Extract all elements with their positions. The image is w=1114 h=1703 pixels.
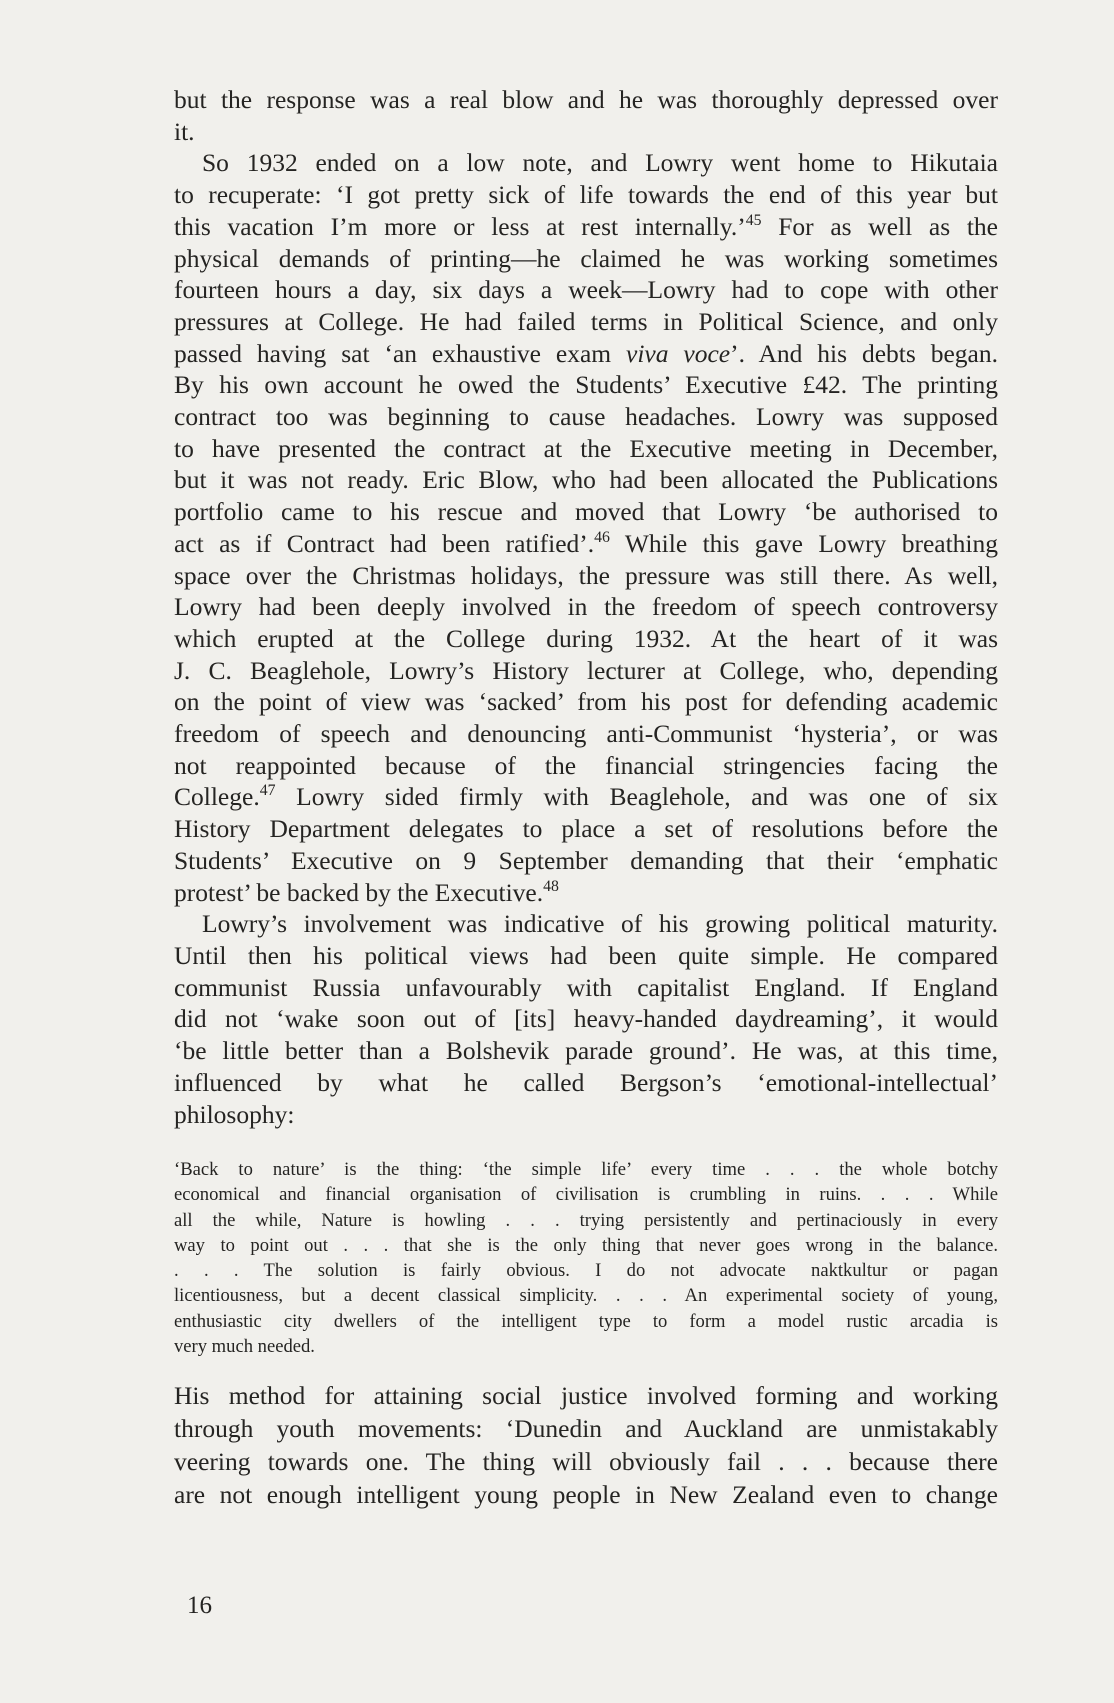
text-segment: economical and financial organisation of civilisation is crumbling in ruins. . . . While xyxy=(174,1184,998,1206)
text-segment: enthusiastic city dwellers of the intelligent type to form a model rustic arcadia is xyxy=(174,1310,998,1332)
text-segment: Lowry had been deeply involved in the freedom of speech controversy xyxy=(174,592,998,622)
text-segment: History Department delegates to place a set of resolutions before the xyxy=(174,814,998,844)
text-line xyxy=(174,813,998,845)
text-segment: but it was not ready. Eric Blow, who had been allocated the Publications xyxy=(174,465,998,495)
text-segment: all the while, Nature is howling . . . trying persistently and pertinaciously in every xyxy=(174,1209,998,1231)
text-line xyxy=(174,1479,998,1512)
text-line xyxy=(174,179,998,211)
text-segment: not reappointed because of the financial stringencies facing the xyxy=(174,750,998,780)
text-line xyxy=(174,1334,998,1359)
text-line xyxy=(174,1233,998,1258)
text-line xyxy=(174,1283,998,1308)
text-line xyxy=(174,1413,998,1446)
text-segment: to have presented the contract at the Executive meeting in December, xyxy=(174,433,998,463)
footnote-ref: 46 xyxy=(594,529,610,547)
text-line xyxy=(174,655,998,687)
text-line xyxy=(174,84,998,116)
text-segment: Lowry sided firmly with Beaglehole, and was one of six xyxy=(275,782,998,812)
text-line xyxy=(174,1067,998,1099)
text-line xyxy=(174,528,998,560)
text-segment: physical demands of printing—he claimed he was working sometimes xyxy=(174,243,998,273)
text-segment: it. xyxy=(174,116,195,146)
text-line xyxy=(174,1446,998,1479)
text-segment: veering towards one. The thing will obviously fail . . . because there xyxy=(174,1446,998,1476)
text-line xyxy=(174,940,998,972)
text-line xyxy=(174,147,998,179)
text-segment: By his own account he owed the Students’ Executive £42. The printing xyxy=(174,370,998,400)
text-segment: Students’ Executive on 9 September demanding that their ‘emphatic xyxy=(174,845,998,875)
text-line xyxy=(174,877,998,909)
text-line xyxy=(174,1208,998,1233)
text-line xyxy=(174,750,998,782)
text-line xyxy=(174,845,998,877)
text-line xyxy=(174,1258,998,1283)
text-segment: which erupted at the College during 1932. At the heart of it was xyxy=(174,623,998,653)
text-line xyxy=(174,338,998,370)
text-segment: this vacation I’m more or less at rest internally.’ xyxy=(174,211,746,241)
text-line xyxy=(174,1157,998,1182)
text-segment: communist Russia unfavourably with capitalist England. If England xyxy=(174,972,998,1002)
text-line xyxy=(174,1309,998,1334)
footnote-ref: 47 xyxy=(259,782,276,800)
text-segment: Lowry’s involvement was indicative of his growing political maturity. xyxy=(202,909,998,939)
text-line xyxy=(174,211,998,243)
text-line xyxy=(174,972,998,1004)
text-line xyxy=(174,1380,998,1413)
text-segment: philosophy: xyxy=(174,1099,295,1129)
text-segment: to recuperate: ‘I got pretty sick of life towards the end of this year but xyxy=(174,180,998,210)
text-segment: While this gave Lowry breathing xyxy=(609,528,998,558)
text-segment: through youth movements: ‘Dunedin and Auckland are unmistakably xyxy=(174,1413,998,1443)
text-segment: College. xyxy=(174,782,260,812)
text-line xyxy=(174,560,998,592)
text-segment: pressures at College. He had failed terms in Political Science, and only xyxy=(174,306,998,336)
italic-text: viva voce xyxy=(626,338,731,368)
text-line xyxy=(174,116,998,148)
text-segment: ‘Back to nature’ is the thing: ‘the simple life’ every time . . . the whole botchy xyxy=(174,1159,998,1180)
text-segment: Until then his political views had been quite simple. He compared xyxy=(174,940,998,970)
text-line xyxy=(174,781,998,813)
text-line xyxy=(174,401,998,433)
text-line xyxy=(174,369,998,401)
text-segment: So 1932 ended on a low note, and Lowry went home to Hikutaia xyxy=(202,148,998,178)
text-segment: but the response was a real blow and he was thoroughly depressed over xyxy=(174,85,998,114)
text-segment: . . . The solution is fairly obvious. I do not advocate naktkultur or pagan xyxy=(174,1260,998,1282)
text-line xyxy=(174,1182,998,1207)
text-segment: His method for attaining social justice involved forming and working xyxy=(174,1381,998,1410)
text-line xyxy=(174,623,998,655)
text-segment: ’. And his debts began. xyxy=(730,338,998,368)
text-line xyxy=(174,433,998,465)
text-line xyxy=(174,591,998,623)
text-segment: very much needed. xyxy=(174,1336,315,1358)
text-line xyxy=(174,306,998,338)
text-line xyxy=(174,908,998,940)
text-segment: on the point of view was ‘sacked’ from his post for defending academic xyxy=(174,687,998,717)
footnote-ref: 48 xyxy=(543,877,559,895)
text-line xyxy=(174,496,998,528)
block-quote xyxy=(174,1157,998,1359)
text-line xyxy=(174,1003,998,1035)
text-line xyxy=(174,1099,998,1131)
text-segment: fourteen hours a day, six days a week—Lowry had to cope with other xyxy=(174,275,998,305)
text-segment: portfolio came to his rescue and moved that Lowry ‘be authorised to xyxy=(174,497,998,527)
text-segment: For as well as the xyxy=(761,211,998,241)
text-segment: influenced by what he called Bergson’s ‘emotional-intellectual’ xyxy=(174,1067,998,1097)
text-line xyxy=(174,686,998,718)
text-segment: contract too was beginning to cause headaches. Lowry was supposed xyxy=(174,402,998,432)
text-segment: licentiousness, but a decent classical simplicity. . . . An experimental society of young, xyxy=(174,1285,998,1307)
text-line xyxy=(174,243,998,275)
text-line xyxy=(174,274,998,306)
text-segment: act as if Contract had been ratified’. xyxy=(174,528,595,558)
text-segment: freedom of speech and denouncing anti-Communist ‘hysteria’, or was xyxy=(174,719,998,749)
page-number: 16 xyxy=(187,1592,212,1619)
text-segment: protest’ be backed by the Executive. xyxy=(174,877,544,907)
text-line xyxy=(174,1035,998,1067)
text-line xyxy=(174,464,998,496)
footnote-ref: 45 xyxy=(745,212,762,230)
text-segment: way to point out . . . that she is the only thing that never goes wrong in the balance. xyxy=(174,1234,998,1256)
body-text-continued xyxy=(174,1380,998,1512)
text-segment: J. C. Beaglehole, Lowry’s History lecturer at College, who, depending xyxy=(174,655,998,685)
body-text-main xyxy=(174,84,998,1130)
text-segment: are not enough intelligent young people in New Zealand even to change xyxy=(174,1479,998,1509)
text-line xyxy=(174,718,998,750)
text-segment: space over the Christmas holidays, the pressure was still there. As well, xyxy=(174,560,998,590)
text-segment: did not ‘wake soon out of [its] heavy-handed daydreaming’, it would xyxy=(174,1004,998,1034)
text-segment: passed having sat ‘an exhaustive exam xyxy=(174,338,627,368)
text-segment: ‘be little better than a Bolshevik parade ground’. He was, at this time, xyxy=(174,1036,998,1066)
